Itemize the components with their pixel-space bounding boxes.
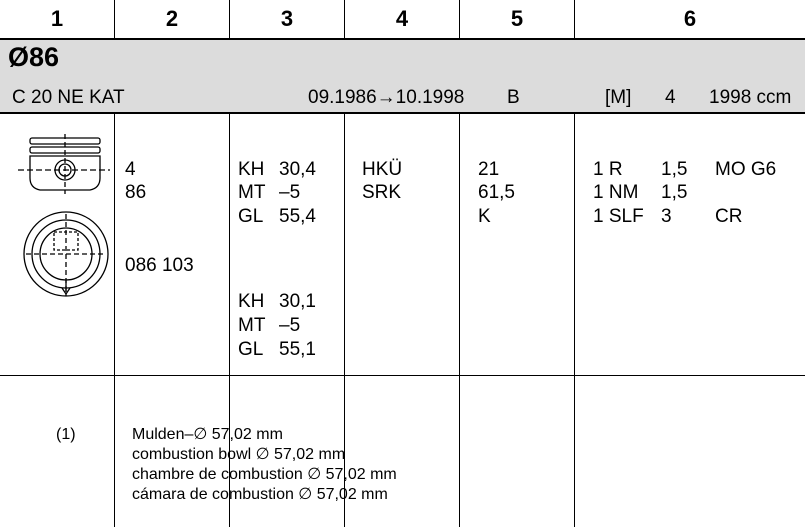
note-line: combustion bowl ∅ 57,02 mm [132,446,346,463]
ring-coating: MO G6 [715,159,777,180]
col-header-3: 3 [280,6,294,31]
spec-value: 30,1 [279,291,316,312]
header-divider [114,0,115,38]
col-header-2: 2 [165,6,179,31]
note-line: cámara de combustion ∅ 57,02 mm [132,486,388,503]
col-header-4: 4 [395,6,409,31]
ring-width: 1,5 [661,159,688,180]
pin-value: 21 [478,159,500,180]
col-header-1: 1 [50,6,64,31]
header-bottom-rule [0,38,805,40]
pin-value: 61,5 [478,182,515,203]
cylinder-count: 4 [665,87,676,108]
header-divider [344,0,345,38]
piston-type: SRK [362,182,402,203]
marker: [M] [605,87,632,108]
column-divider [114,114,115,527]
spec-key: GL [238,339,264,360]
note-reference: (1) [56,426,76,443]
ring-qty: 1 SLF [593,206,644,227]
row-divider [0,375,805,376]
column-divider [459,114,460,527]
spec-value: 55,4 [279,206,316,227]
note-line: Mulden–∅ 57,02 mm [132,426,283,443]
pin-value: K [478,206,491,227]
ring-qty: 1 NM [593,182,639,203]
header-divider [574,0,575,38]
production-dates: 09.1986→10.1998 [308,87,465,108]
note-line: chambre de combustion ∅ 57,02 mm [132,466,397,483]
spec-value: –5 [279,315,301,336]
spec-key: KH [238,159,265,180]
fuel-type: B [507,87,520,108]
part-number: 086 103 [125,255,194,276]
spec-key: MT [238,182,266,203]
ring-qty: 1 R [593,159,623,180]
spec-key: GL [238,206,264,227]
ring-width: 1,5 [661,182,688,203]
bore-diameter: Ø86 [8,42,60,72]
band-bottom-rule [0,112,805,114]
piston-type: HKÜ [362,159,403,180]
col-header-5: 5 [510,6,524,31]
piston-dia: 86 [125,182,147,203]
header-divider [229,0,230,38]
piston-drawing [16,132,112,302]
col-header-6: 6 [683,6,697,31]
spec-key: KH [238,291,265,312]
spec-key: MT [238,315,266,336]
ring-width: 3 [661,206,672,227]
ring-coating: CR [715,206,743,227]
column-divider [574,114,575,527]
piston-qty: 4 [125,159,136,180]
displacement: 1998 ccm [709,87,792,108]
spec-value: 30,4 [279,159,316,180]
header-divider [459,0,460,38]
engine-code: C 20 NE KAT [12,87,125,108]
spec-value: –5 [279,182,301,203]
spec-value: 55,1 [279,339,316,360]
